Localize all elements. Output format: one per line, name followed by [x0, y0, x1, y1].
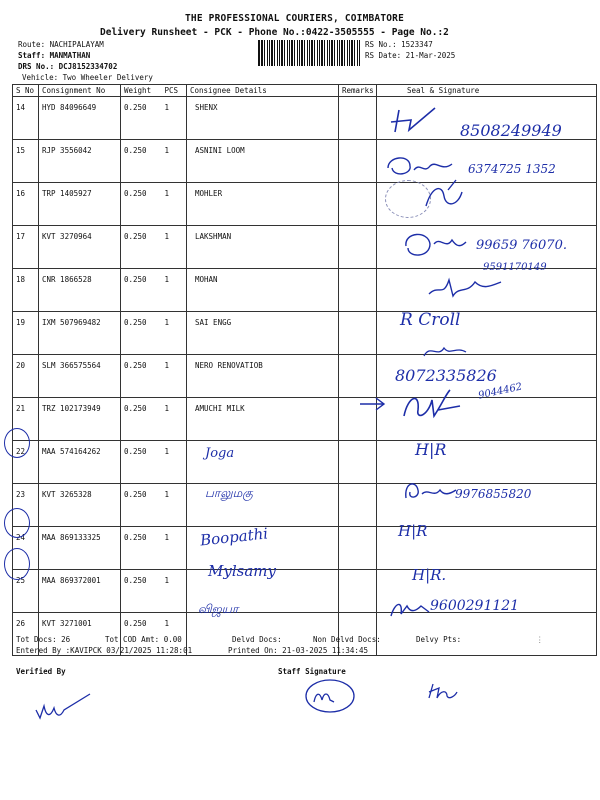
- cell-sno: 22: [13, 441, 39, 484]
- staff-label: Staff: MANMATHAN: [18, 51, 91, 60]
- signature-26: [385, 596, 435, 622]
- phone-23: 9976855820: [455, 487, 532, 501]
- table-row: [13, 398, 597, 441]
- cell-sno: 15: [13, 140, 39, 183]
- phone-20: 8072335826: [395, 366, 497, 385]
- signature-20: [420, 342, 470, 362]
- vehicle-label: Vehicle: Two Wheeler Delivery: [22, 73, 153, 82]
- signature-16: [418, 176, 468, 216]
- cell-weight: 0.250: [121, 398, 162, 441]
- signature-18: [425, 270, 505, 302]
- cell-weight: 0.250: [121, 484, 162, 527]
- cell-pcs: 1: [162, 441, 187, 484]
- col-remarks: Remarks: [339, 85, 377, 97]
- cell-consignment-no: KVT 3265328: [39, 484, 121, 527]
- name-23: பாலுமகு: [205, 486, 253, 500]
- col-sno: S No: [13, 85, 39, 97]
- circle-mark-25: [4, 548, 30, 580]
- cell-remarks: [339, 441, 377, 484]
- name-19: R Croll: [400, 310, 461, 330]
- cell-consignment-no: MAA 869372001: [39, 570, 121, 613]
- cell-weight: 0.250: [121, 355, 162, 398]
- cell-remarks: [339, 355, 377, 398]
- cell-weight: 0.250: [121, 140, 162, 183]
- cell-consignment-no: KVT 3271001: [39, 613, 121, 656]
- entered-by: Entered By :KAVIPCK 03/21/2025 11:28:01: [16, 646, 193, 655]
- phone-14: 8508249949: [460, 121, 562, 140]
- phone-15: 6374725 1352: [468, 162, 556, 176]
- runsheet-title: Delivery Runsheet - PCK - Phone No.:0422-3505555 - Page No.:2: [100, 27, 449, 38]
- cell-consignment-no: HYD 84096649: [39, 97, 121, 140]
- cell-consignment-no: KVT 3270964: [39, 226, 121, 269]
- delivered-docs: Delvd Docs:: [232, 635, 282, 644]
- name-24: Boopathi: [199, 524, 269, 550]
- cell-weight: 0.250: [121, 527, 162, 570]
- cell-sno: 26: [13, 613, 39, 656]
- hr-22: H|R: [415, 440, 447, 459]
- cell-remarks: [339, 183, 377, 226]
- cell-pcs: 1: [162, 527, 187, 570]
- verifier-signature: [30, 688, 100, 724]
- cell-consignee: SAI ENGG: [187, 312, 339, 355]
- rs-date: RS Date: 21-Mar-2025: [365, 51, 456, 60]
- cell-weight: 0.250: [121, 613, 162, 656]
- cell-sno: 14: [13, 97, 39, 140]
- col-consignee: Consignee Details: [187, 85, 339, 97]
- cell-remarks: [339, 140, 377, 183]
- rs-number: RS No.: 1523347: [365, 40, 433, 49]
- table-row: [13, 140, 597, 183]
- signature-17: [400, 228, 470, 264]
- cell-remarks: [339, 97, 377, 140]
- cell-sno: 16: [13, 183, 39, 226]
- cell-weight: 0.250: [121, 183, 162, 226]
- cell-pcs: 1: [162, 97, 187, 140]
- cell-consignment-no: CNR 1866528: [39, 269, 121, 312]
- staff-initials: [425, 678, 465, 704]
- col-weight: Weight: [121, 85, 162, 97]
- pencil-mark: ⋮: [536, 635, 544, 644]
- cell-pcs: 1: [162, 140, 187, 183]
- cell-consignee: LAKSHMAN: [187, 226, 339, 269]
- cell-pcs: 1: [162, 484, 187, 527]
- company-title: THE PROFESSIONAL COURIERS, COIMBATORE: [185, 13, 405, 24]
- cell-sno: 25: [13, 570, 39, 613]
- cell-consignment-no: MAA 869133325: [39, 527, 121, 570]
- cell-remarks: [339, 312, 377, 355]
- non-delivered-docs: Non Delvd Docs:: [313, 635, 381, 644]
- cell-pcs: 1: [162, 570, 187, 613]
- drs-number: DRS No.: DCJ8152334702: [18, 62, 118, 71]
- phone-18: 9591170149: [483, 262, 547, 273]
- verified-by-label: Verified By: [16, 667, 66, 676]
- staff-signature-label: Staff Signature: [278, 667, 346, 676]
- cell-consignee: MOHAN: [187, 269, 339, 312]
- cell-consignment-no: IXM 507969482: [39, 312, 121, 355]
- cell-sno: 18: [13, 269, 39, 312]
- staff-signature: [300, 676, 360, 716]
- cell-remarks: [339, 226, 377, 269]
- circle-mark-22: [4, 428, 30, 458]
- phone-17: 99659 76070.: [476, 238, 567, 253]
- cell-remarks: [339, 269, 377, 312]
- cell-consignee: MOHLER: [187, 183, 339, 226]
- cell-weight: 0.250: [121, 570, 162, 613]
- cell-weight: 0.250: [121, 441, 162, 484]
- cell-remarks: [339, 484, 377, 527]
- cell-consignee: AMUCHI MILK: [187, 398, 339, 441]
- table-row: [13, 312, 597, 355]
- cell-weight: 0.250: [121, 226, 162, 269]
- cell-consignment-no: RJP 3556042: [39, 140, 121, 183]
- cell-remarks: [339, 570, 377, 613]
- col-pcs: PCS: [162, 85, 187, 97]
- cell-pcs: 1: [162, 183, 187, 226]
- cell-consignment-no: TRZ 102173949: [39, 398, 121, 441]
- cell-pcs: 1: [162, 226, 187, 269]
- printed-on: Printed On: 21-03-2025 11:34:45: [228, 646, 368, 655]
- table-header-row: [13, 85, 597, 97]
- barcode: [258, 40, 360, 66]
- table-row: [13, 527, 597, 570]
- cell-pcs: 1: [162, 312, 187, 355]
- cell-consignment-no: MAA 574164262: [39, 441, 121, 484]
- name-25: Mylsamy: [208, 562, 276, 580]
- cell-sno: 24: [13, 527, 39, 570]
- cell-pcs: 1: [162, 269, 187, 312]
- table-row: [13, 183, 597, 226]
- cell-pcs: 1: [162, 398, 187, 441]
- hr-25: H|R.: [412, 566, 447, 584]
- total-docs: Tot Docs: 26: [16, 635, 71, 644]
- circle-mark-24: [4, 508, 30, 538]
- arrow-mark: [358, 396, 388, 412]
- name-22: Joga: [205, 446, 235, 461]
- phone-21: 9044462: [477, 381, 524, 402]
- name-26: விஜயா: [198, 602, 239, 616]
- signature-14: [385, 100, 445, 140]
- col-seal-signature: Seal & Signature: [377, 85, 597, 97]
- cell-sno: 17: [13, 226, 39, 269]
- cell-pcs: 1: [162, 355, 187, 398]
- cell-consignment-no: TRP 1405927: [39, 183, 121, 226]
- cell-pcs: 1: [162, 613, 187, 656]
- cell-weight: 0.250: [121, 312, 162, 355]
- cell-consignee: NERO RENOVATIOB: [187, 355, 339, 398]
- cell-sno: 20: [13, 355, 39, 398]
- signature-21: [398, 386, 468, 426]
- hr-24: H|R: [398, 522, 428, 540]
- signature-23: [400, 476, 460, 504]
- cell-remarks: [339, 527, 377, 570]
- route-label: Route: NACHIPALAYAM: [18, 40, 104, 49]
- total-cod: Tot COD Amt: 0.00: [105, 635, 182, 644]
- cell-sno: 19: [13, 312, 39, 355]
- cell-sno: 21: [13, 398, 39, 441]
- cell-consignee: SHENX: [187, 97, 339, 140]
- cell-weight: 0.250: [121, 97, 162, 140]
- table-row: [13, 441, 597, 484]
- cell-weight: 0.250: [121, 269, 162, 312]
- delivery-points: Delvy Pts:: [416, 635, 462, 644]
- table-row: [13, 269, 597, 312]
- cell-consignee: ASNINI LOOM: [187, 140, 339, 183]
- cell-consignment-no: SLM 366575564: [39, 355, 121, 398]
- cell-sno: 23: [13, 484, 39, 527]
- col-consignment: Consignment No: [39, 85, 121, 97]
- phone-26: 9600291121: [430, 598, 520, 614]
